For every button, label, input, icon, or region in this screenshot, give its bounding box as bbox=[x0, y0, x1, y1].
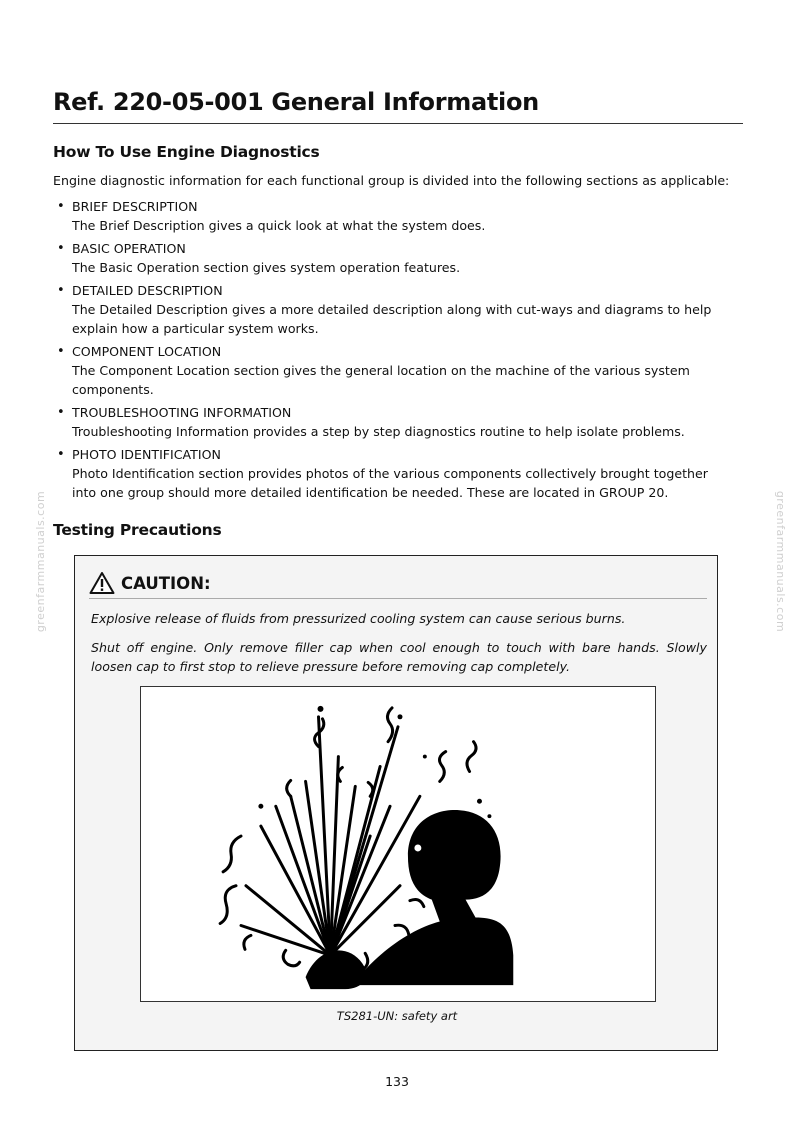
testing-precautions-heading: Testing Precautions bbox=[53, 521, 222, 539]
watermark-right: greenfarmmanuals.com bbox=[774, 490, 788, 633]
pressure-spray-safety-illustration bbox=[141, 687, 655, 1001]
item-label: COMPONENT LOCATION bbox=[72, 344, 222, 359]
caution-label: CAUTION: bbox=[121, 573, 211, 593]
bullet-icon: • bbox=[57, 199, 65, 214]
page-title: Ref. 220-05-001 General Information bbox=[53, 86, 743, 124]
item-description: The Detailed Description gives a more detailed description along with cut-ways and diagrams to help explain how a particular system works. bbox=[72, 302, 712, 336]
page-number: 133 bbox=[385, 1074, 409, 1089]
item-description: The Component Location section gives the general location on the machine of the various system components. bbox=[72, 363, 690, 397]
caution-warning-burns: Explosive release of fluids from pressurized cooling system can cause serious burns. bbox=[91, 611, 626, 626]
list-item bbox=[53, 342, 733, 399]
bullet-icon: • bbox=[57, 241, 65, 256]
item-label: TROUBLESHOOTING INFORMATION bbox=[72, 405, 292, 420]
item-description: Troubleshooting Information provides a step by step diagnostics routine to help isolate problems. bbox=[72, 424, 685, 439]
watermark-left: greenfarmmanuals.com bbox=[34, 490, 48, 633]
caution-warning-instructions: Shut off engine. Only remove filler cap when cool enough to touch with bare hands. Slowly loosen cap to first stop to relieve pressure before removing cap completely. bbox=[91, 640, 707, 674]
diagnostic-sections-list bbox=[53, 197, 733, 506]
list-item bbox=[53, 445, 733, 502]
item-label: BRIEF DESCRIPTION bbox=[72, 199, 198, 214]
bullet-icon: • bbox=[57, 283, 65, 298]
caution-header bbox=[89, 568, 707, 599]
caution-box bbox=[74, 555, 718, 1051]
list-item bbox=[53, 239, 733, 277]
list-item bbox=[53, 403, 733, 441]
item-description: The Basic Operation section gives system operation features. bbox=[72, 260, 461, 275]
bullet-icon: • bbox=[57, 405, 65, 420]
safety-art-frame bbox=[140, 686, 656, 1002]
item-description: The Brief Description gives a quick look at what the system does. bbox=[72, 218, 486, 233]
list-item bbox=[53, 197, 733, 235]
item-description: Photo Identification section provides photos of the various components collectively brought together into one group should more detailed identification be needed. These are located in GROUP 20. bbox=[72, 466, 708, 500]
intro-text: Engine diagnostic information for each functional group is divided into the following sections as applicable: bbox=[53, 173, 730, 188]
item-label: DETAILED DESCRIPTION bbox=[72, 283, 223, 298]
item-label: PHOTO IDENTIFICATION bbox=[72, 447, 221, 462]
safety-art-caption: TS281-UN: safety art bbox=[336, 1009, 458, 1023]
bullet-icon: • bbox=[57, 447, 65, 462]
warning-triangle-icon bbox=[89, 571, 115, 595]
bullet-icon: • bbox=[57, 344, 65, 359]
list-item bbox=[53, 281, 733, 338]
item-label: BASIC OPERATION bbox=[72, 241, 186, 256]
how-to-heading: How To Use Engine Diagnostics bbox=[53, 143, 320, 161]
